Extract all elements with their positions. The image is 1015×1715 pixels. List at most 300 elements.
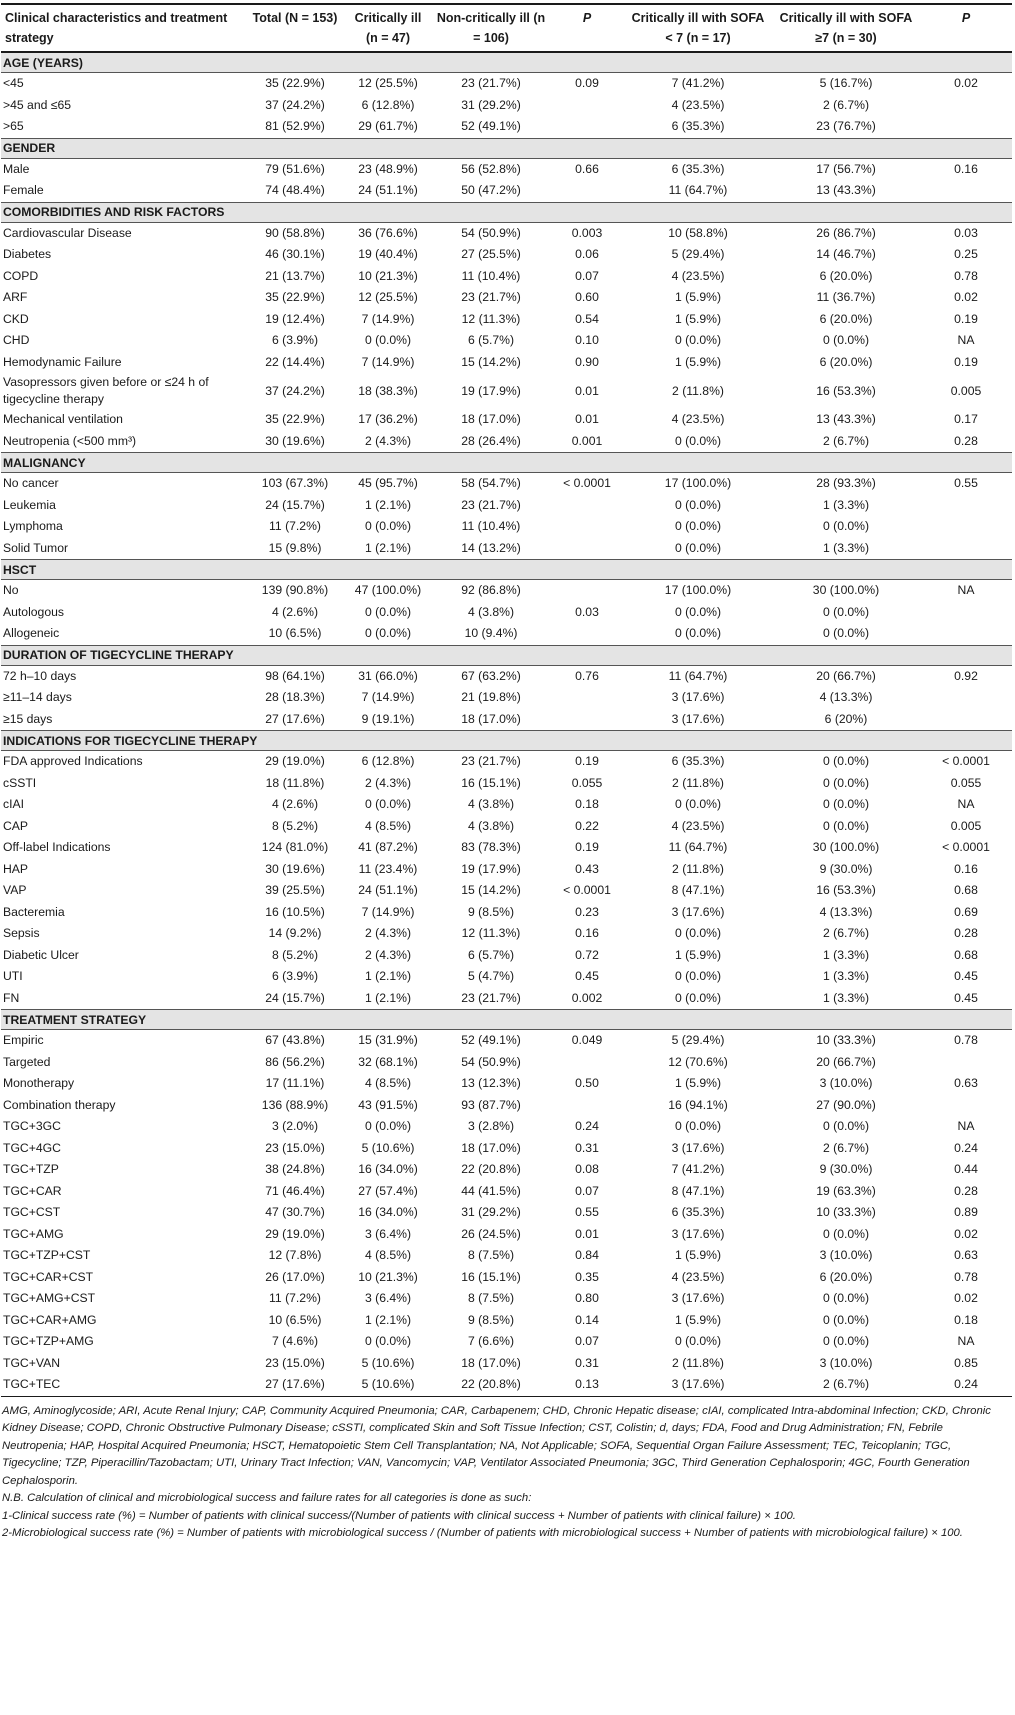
table-cell	[550, 1095, 624, 1117]
table-cell: 13 (12.3%)	[461, 1076, 521, 1091]
table-cell: 23 (21.7%)	[461, 497, 521, 512]
row-label: CAP	[3, 818, 29, 833]
row-label: Cardiovascular Disease	[3, 225, 132, 240]
table-cell: 5 (10.6%)	[344, 1374, 432, 1396]
row-label: >65	[3, 119, 24, 134]
table-cell	[550, 95, 624, 117]
table-cell: 1 (3.3%)	[822, 947, 870, 962]
row-label: Sepsis	[3, 926, 40, 941]
table-cell: 0 (0.0%)	[674, 990, 722, 1005]
table-cell: 74 (48.4%)	[265, 183, 325, 198]
row-label: Solid Tumor	[3, 540, 69, 555]
table-cell: 0 (0.0%)	[674, 519, 722, 534]
row-label: UTI	[3, 969, 23, 984]
table-footnotes	[0, 1397, 1012, 1543]
table-cell: 24 (15.7%)	[265, 497, 325, 512]
table-cell: 22 (14.4%)	[265, 354, 325, 369]
table-cell: 1 (5.9%)	[674, 311, 722, 326]
characteristics-table	[1, 3, 1012, 1397]
table-row	[1, 495, 1012, 517]
table-row	[1, 602, 1012, 624]
table-cell: NA	[957, 1334, 975, 1349]
table-cell: 0.24	[575, 1119, 599, 1134]
row-label: cSSTI	[3, 775, 37, 790]
table-cell: 0.24	[954, 1140, 978, 1155]
table-cell: 0.66	[575, 161, 599, 176]
table-cell: 8 (7.5%)	[467, 1291, 515, 1306]
table-cell: 5 (4.7%)	[467, 969, 515, 984]
row-label: TGC+TEC	[1, 1374, 246, 1396]
table-cell	[550, 495, 624, 517]
table-cell: 0 (0.0%)	[822, 519, 870, 534]
table-cell: 67 (43.8%)	[265, 1033, 325, 1048]
table-cell	[550, 116, 624, 138]
table-row	[1, 988, 1012, 1010]
table-cell: 16 (53.3%)	[816, 883, 876, 898]
table-cell: 67 (63.2%)	[461, 668, 521, 683]
table-cell: 16 (34.0%)	[358, 1205, 418, 1220]
table-cell	[550, 580, 624, 602]
row-label: Targeted	[3, 1054, 51, 1069]
table-cell: 6 (20.0%)	[819, 268, 873, 283]
table-cell: 6 (35.3%)	[671, 1205, 725, 1220]
table-cell: 0.03	[954, 225, 978, 240]
table-cell: 30 (100.0%)	[812, 840, 880, 855]
table-cell: 4 (23.5%)	[671, 1269, 725, 1284]
row-label: Hemodynamic Failure	[3, 354, 122, 369]
table-cell: 18 (17.0%)	[461, 412, 521, 427]
column-header: P	[550, 4, 624, 52]
row-label: 72 h–10 days	[3, 668, 77, 683]
table-cell: 27 (17.6%)	[246, 1374, 344, 1396]
column-header: Critically ill with SOFA ≥7 (n = 30)	[772, 4, 920, 52]
table-cell: 83 (78.3%)	[461, 840, 521, 855]
section-title: GENDER	[1, 138, 1012, 158]
table-cell: 11 (23.4%)	[358, 861, 418, 876]
table-cell: 0.19	[575, 754, 599, 769]
table-cell: 0.28	[954, 926, 978, 941]
table-cell: 0 (0.0%)	[822, 1226, 870, 1241]
table-cell: 0.68	[954, 947, 978, 962]
table-row	[1, 1224, 1012, 1246]
table-row	[1, 409, 1012, 431]
table-cell: 7 (41.2%)	[671, 1162, 725, 1177]
row-label: Male	[3, 161, 30, 176]
table-header-row	[1, 4, 1012, 52]
table-cell: 10 (6.5%)	[268, 1312, 322, 1327]
table-cell: 32 (68.1%)	[358, 1054, 418, 1069]
table-cell: 37 (24.2%)	[265, 383, 325, 398]
footnote-clinical-rate: 1-Clinical success rate (%) = Number of patients with clinical success/(Number of patients with clinical success + Number of patients with clinical failure) × 100.	[2, 1509, 796, 1522]
row-label: TGC+AMG	[3, 1226, 64, 1241]
table-cell: 81 (52.9%)	[265, 119, 325, 134]
table-row	[1, 287, 1012, 309]
table-cell: 0.55	[575, 1205, 599, 1220]
table-cell: 103 (67.3%)	[261, 476, 329, 491]
table-cell: 4 (3.8%)	[467, 818, 515, 833]
table-row	[1, 1052, 1012, 1074]
table-cell: 6 (3.9%)	[271, 333, 319, 348]
table-cell	[920, 180, 1012, 202]
table-cell: 18 (11.8%)	[265, 775, 325, 790]
table-cell: 0 (0.0%)	[674, 497, 722, 512]
table-cell: 0 (0.0%)	[822, 626, 870, 641]
table-cell: NA	[957, 333, 975, 348]
table-cell	[550, 538, 624, 560]
table-cell	[550, 687, 624, 709]
table-cell: 44 (41.5%)	[461, 1183, 521, 1198]
table-cell: 0.25	[954, 247, 978, 262]
table-cell: 0.63	[954, 1248, 978, 1263]
table-cell: 0.45	[954, 990, 978, 1005]
table-cell: 54 (50.9%)	[461, 225, 521, 240]
table-cell: 47 (100.0%)	[354, 583, 422, 598]
table-cell: 4 (8.5%)	[364, 818, 412, 833]
table-cell: 54 (50.9%)	[461, 1054, 521, 1069]
table-cell: 6 (3.9%)	[271, 969, 319, 984]
table-row	[1, 244, 1012, 266]
table-cell: 1 (5.9%)	[674, 1248, 722, 1263]
table-cell: 0.08	[575, 1162, 599, 1177]
row-label: VAP	[3, 883, 27, 898]
table-cell: 1 (2.1%)	[364, 497, 412, 512]
table-cell: 29 (19.0%)	[265, 1226, 325, 1241]
row-label: Bacteremia	[3, 904, 65, 919]
table-cell: 8 (5.2%)	[271, 818, 319, 833]
table-cell: 0.92	[954, 668, 978, 683]
table-cell: 2 (6.7%)	[772, 1374, 920, 1396]
table-cell: 16 (15.1%)	[461, 775, 521, 790]
table-cell: 0.19	[575, 840, 599, 855]
table-cell: 0.06	[575, 247, 599, 262]
table-cell: 24 (15.7%)	[265, 990, 325, 1005]
table-cell: 18 (17.0%)	[461, 1140, 521, 1155]
table-cell: 0.69	[954, 904, 978, 919]
table-cell: 17 (11.1%)	[265, 1076, 325, 1091]
table-cell: 3 (17.6%)	[671, 1291, 725, 1306]
table-cell: 15 (14.2%)	[461, 354, 521, 369]
footnote-nb: N.B. Calculation of clinical and microbiological success and failure rates for all categories is done as such:	[2, 1492, 532, 1504]
table-cell: 3 (10.0%)	[819, 1076, 873, 1091]
table-cell	[920, 538, 1012, 560]
table-cell: 4 (13.3%)	[819, 904, 873, 919]
table-cell: 0 (0.0%)	[674, 926, 722, 941]
table-cell: 3 (17.6%)	[624, 1374, 772, 1396]
table-cell: 0 (0.0%)	[822, 1119, 870, 1134]
table-cell: 7 (14.9%)	[361, 690, 415, 705]
table-cell: 6 (12.8%)	[361, 97, 415, 112]
table-cell: 0.001	[571, 433, 603, 448]
table-row	[1, 1267, 1012, 1289]
table-cell	[550, 516, 624, 538]
row-label: COPD	[3, 268, 39, 283]
table-cell: 0.005	[950, 818, 982, 833]
table-row	[1, 773, 1012, 795]
table-cell: 12 (11.3%)	[461, 311, 521, 326]
table-cell: 4 (2.6%)	[271, 604, 319, 619]
table-cell: 50 (47.2%)	[461, 183, 521, 198]
table-cell: 13 (43.3%)	[816, 412, 876, 427]
table-cell	[920, 495, 1012, 517]
section-header-row	[1, 731, 1012, 751]
table-row	[1, 1202, 1012, 1224]
table-cell: 3 (2.0%)	[271, 1119, 319, 1134]
row-label: FN	[3, 990, 20, 1005]
table-cell: 71 (46.4%)	[265, 1183, 325, 1198]
table-cell: 0.01	[575, 412, 599, 427]
table-row	[1, 1095, 1012, 1117]
table-cell: 0.78	[954, 1033, 978, 1048]
table-cell: 22 (20.8%)	[461, 1162, 521, 1177]
table-cell: 6 (35.3%)	[671, 754, 725, 769]
table-cell: 2 (6.7%)	[822, 97, 870, 112]
table-cell: 0 (0.0%)	[364, 333, 412, 348]
table-cell: 6 (35.3%)	[671, 119, 725, 134]
table-cell: 0 (0.0%)	[674, 626, 722, 641]
section-title: DURATION OF TIGECYCLINE THERAPY	[1, 645, 1012, 665]
table-cell: 19 (17.9%)	[461, 383, 521, 398]
table-row	[1, 709, 1012, 731]
table-cell: 1 (2.1%)	[364, 990, 412, 1005]
table-row	[1, 1245, 1012, 1267]
table-row	[1, 816, 1012, 838]
table-cell: 15 (14.2%)	[461, 883, 521, 898]
table-cell: 46 (30.1%)	[265, 247, 325, 262]
row-label: >45 and ≤65	[3, 97, 72, 112]
table-cell: 10 (21.3%)	[358, 1269, 418, 1284]
table-cell: 31 (29.2%)	[461, 1205, 521, 1220]
table-row	[1, 1030, 1012, 1052]
table-cell: 0 (0.0%)	[822, 1312, 870, 1327]
table-cell: 0 (0.0%)	[674, 797, 722, 812]
table-cell: 2 (6.7%)	[822, 1140, 870, 1155]
table-cell: 11 (7.2%)	[269, 1291, 321, 1306]
section-header-row	[1, 52, 1012, 73]
table-row	[1, 373, 1012, 409]
table-row	[1, 352, 1012, 374]
table-cell: 23 (21.7%)	[461, 76, 521, 91]
table-cell: 8 (5.2%)	[271, 947, 319, 962]
table-cell: 0 (0.0%)	[674, 333, 722, 348]
table-cell: 1 (3.3%)	[822, 540, 870, 555]
row-label: Off-label Indications	[3, 840, 111, 855]
footnote-abbreviations: AMG, Aminoglycoside; ARI, Acute Renal Injury; CAP, Community Acquired Pneumonia; CAR, Carbapenem; CHD, Chronic Hepatic disease; cIAI, complicated Intra-abdominal Infection; CKD, Chronic Kidney Disease; COPD, Chronic Obstructive Pulmonary Disease; cSSTI, complicated Skin and Soft Tissue Infection; CST, Colistin; d, days; FDA, Food and Drug Administration; FN, Febrile Neutropenia; HAP, Hospital Acquired Pneumonia; HSCT, Hematopoietic Stem Cell Transplantation; NA, Not Applicable; SOFA, Sequential Organ Failure Assessment; TEC, Teicoplanin; TGC, Tigecycline; TZP, Piperacillin/Tazobactam; UTI, Urinary Tract Infection; VAN, Vancomycin; VAP, Ventilator Associated Pneumonia; 3GC, Third Generation Cephalosporin; 4GC, Fourth Generation Cephalosporin.	[2, 1404, 991, 1487]
table-cell: 0.84	[575, 1248, 599, 1263]
table-cell: 0 (0.0%)	[822, 604, 870, 619]
table-cell: 30 (19.6%)	[265, 433, 325, 448]
table-row	[1, 1116, 1012, 1138]
table-cell: 1 (5.9%)	[674, 1312, 722, 1327]
table-cell: 2 (6.7%)	[822, 926, 870, 941]
table-cell: 0 (0.0%)	[822, 797, 870, 812]
table-cell: 17 (56.7%)	[816, 161, 876, 176]
table-cell: 4 (8.5%)	[364, 1248, 412, 1263]
table-cell	[920, 116, 1012, 138]
table-cell: 31 (66.0%)	[358, 668, 418, 683]
table-cell: 90 (58.8%)	[265, 225, 325, 240]
table-cell: 23 (21.7%)	[461, 990, 521, 1005]
table-row	[1, 431, 1012, 453]
table-cell: 7 (14.9%)	[361, 904, 415, 919]
table-cell: 6 (20.0%)	[819, 1269, 873, 1284]
table-cell: 56 (52.8%)	[461, 161, 521, 176]
column-header: Critically ill with SOFA < 7 (n = 17)	[624, 4, 772, 52]
table-cell: 11 (64.7%)	[668, 668, 728, 683]
table-cell: 17 (100.0%)	[664, 476, 732, 491]
table-cell: 3 (10.0%)	[819, 1248, 873, 1263]
table-row	[1, 945, 1012, 967]
table-cell: 4 (8.5%)	[364, 1076, 412, 1091]
table-row	[1, 180, 1012, 202]
table-cell: NA	[957, 797, 975, 812]
table-cell: 6 (20.0%)	[819, 311, 873, 326]
table-row	[1, 1159, 1012, 1181]
table-cell: 0.76	[575, 668, 599, 683]
table-cell: 3 (17.6%)	[671, 690, 725, 705]
table-cell: 0.16	[954, 161, 978, 176]
table-cell: 18 (17.0%)	[461, 1355, 521, 1370]
section-title: TREATMENT STRATEGY	[1, 1010, 1012, 1030]
table-cell: 31 (29.2%)	[461, 97, 521, 112]
table-cell: 27 (90.0%)	[816, 1097, 876, 1112]
table-cell: 28 (26.4%)	[461, 433, 521, 448]
table-cell: 1 (3.3%)	[822, 497, 870, 512]
table-cell: 0.003	[571, 225, 603, 240]
table-cell: 43 (91.5%)	[358, 1097, 418, 1112]
table-cell: 1 (5.9%)	[674, 290, 722, 305]
table-cell: 0.43	[575, 861, 599, 876]
table-row	[1, 837, 1012, 859]
table-cell: 124 (81.0%)	[261, 840, 329, 855]
table-row	[1, 116, 1012, 138]
table-cell: 16 (15.1%)	[461, 1269, 521, 1284]
table-cell: 0 (0.0%)	[674, 969, 722, 984]
table-cell: 29 (61.7%)	[358, 119, 418, 134]
row-label: Vasopressors given before or ≤24 h of tigecycline therapy	[3, 375, 209, 406]
table-cell: 0.09	[575, 76, 599, 91]
table-cell: 0.24	[920, 1374, 1012, 1396]
table-cell: 2 (11.8%)	[672, 383, 724, 398]
table-cell: 1 (3.3%)	[822, 969, 870, 984]
table-cell: 86 (56.2%)	[265, 1054, 325, 1069]
table-cell: 23 (76.7%)	[816, 119, 876, 134]
table-cell: 10 (9.4%)	[464, 626, 518, 641]
table-row	[1, 1331, 1012, 1353]
table-cell: 0 (0.0%)	[822, 333, 870, 348]
row-label: Allogeneic	[3, 626, 60, 641]
row-label: Monotherapy	[3, 1076, 75, 1091]
table-cell: 10 (6.5%)	[268, 626, 322, 641]
section-title: INDICATIONS FOR TIGECYCLINE THERAPY	[1, 731, 1012, 751]
column-header: P	[920, 4, 1012, 52]
table-cell: 5 (10.6%)	[361, 1140, 415, 1155]
column-header: Critically ill (n = 47)	[344, 4, 432, 52]
section-title: MALIGNANCY	[1, 453, 1012, 473]
table-cell: 5 (29.4%)	[671, 247, 725, 262]
table-cell: 0 (0.0%)	[364, 604, 412, 619]
table-cell: 16 (34.0%)	[358, 1162, 418, 1177]
table-cell: 1 (2.1%)	[364, 540, 412, 555]
table-cell: 7 (14.9%)	[361, 311, 415, 326]
table-cell: 21 (13.7%)	[265, 268, 325, 283]
table-cell: 4 (13.3%)	[819, 690, 873, 705]
table-cell: 0.68	[954, 883, 978, 898]
table-cell: 16 (53.3%)	[816, 383, 876, 398]
section-header-row	[1, 1010, 1012, 1030]
table-cell: 92 (86.8%)	[461, 583, 521, 598]
row-label: Diabetes	[3, 247, 52, 262]
table-cell: 6 (20.0%)	[819, 354, 873, 369]
table-cell: 12 (7.8%)	[268, 1248, 322, 1263]
table-cell: 0.28	[954, 1183, 978, 1198]
table-cell: 37 (24.2%)	[265, 97, 325, 112]
table-cell: 10 (21.3%)	[358, 268, 418, 283]
table-cell: 2 (11.8%)	[672, 1355, 724, 1370]
table-cell: 0.02	[954, 1226, 978, 1241]
table-cell: 0.45	[575, 969, 599, 984]
table-cell: 0.50	[575, 1076, 599, 1091]
section-title: COMORBIDITIES AND RISK FACTORS	[1, 202, 1012, 222]
table-cell: 11 (64.7%)	[668, 183, 728, 198]
table-cell: 23 (21.7%)	[461, 290, 521, 305]
table-cell: 35 (22.9%)	[265, 412, 325, 427]
table-cell: 0.60	[575, 290, 599, 305]
table-cell: 0.02	[954, 76, 978, 91]
table-cell: 19 (12.4%)	[265, 311, 325, 326]
table-cell: 4 (3.8%)	[467, 797, 515, 812]
column-header: Clinical characteristics and treatment strategy	[1, 4, 246, 52]
table-cell: 6 (20%)	[824, 711, 868, 726]
table-cell: 0.23	[575, 904, 599, 919]
table-cell: 0.049	[571, 1033, 603, 1048]
table-row	[1, 623, 1012, 645]
table-cell	[920, 1095, 1012, 1117]
table-cell: < 0.0001	[942, 840, 990, 855]
row-label: TGC+TZP+AMG	[3, 1334, 94, 1349]
table-cell	[550, 1052, 624, 1074]
table-cell: 16 (10.5%)	[265, 904, 325, 919]
table-cell: 26 (86.7%)	[816, 225, 876, 240]
table-cell: 7 (14.9%)	[361, 354, 415, 369]
table-cell: 29 (19.0%)	[265, 754, 325, 769]
table-cell: NA	[957, 1119, 975, 1134]
table-cell: 24 (51.1%)	[358, 883, 418, 898]
row-label: TGC+AMG+CST	[3, 1291, 96, 1306]
table-cell: 30 (19.6%)	[265, 861, 325, 876]
table-cell: 0.78	[954, 268, 978, 283]
section-header-row	[1, 453, 1012, 473]
table-cell: 3 (6.4%)	[364, 1291, 412, 1306]
table-cell: 0.07	[575, 268, 599, 283]
table-cell: 1 (5.9%)	[674, 354, 722, 369]
table-cell: 0.055	[571, 775, 603, 790]
table-cell: 3 (17.6%)	[671, 711, 725, 726]
table-row	[1, 923, 1012, 945]
table-cell: 1 (2.1%)	[364, 1312, 412, 1327]
table-row	[1, 222, 1012, 244]
table-cell	[550, 180, 624, 202]
table-cell: 0 (0.0%)	[674, 433, 722, 448]
row-label: Neutropenia (<500 mm³)	[3, 433, 137, 448]
table-cell: < 0.0001	[942, 754, 990, 769]
table-cell: 3 (17.6%)	[671, 1140, 725, 1155]
table-cell: 0.85	[954, 1355, 978, 1370]
table-cell: 0.16	[954, 861, 978, 876]
row-label: HAP	[3, 861, 29, 876]
table-cell: 11 (7.2%)	[269, 519, 321, 534]
row-label: TGC+3GC	[3, 1119, 61, 1134]
table-cell: 98 (64.1%)	[265, 668, 325, 683]
